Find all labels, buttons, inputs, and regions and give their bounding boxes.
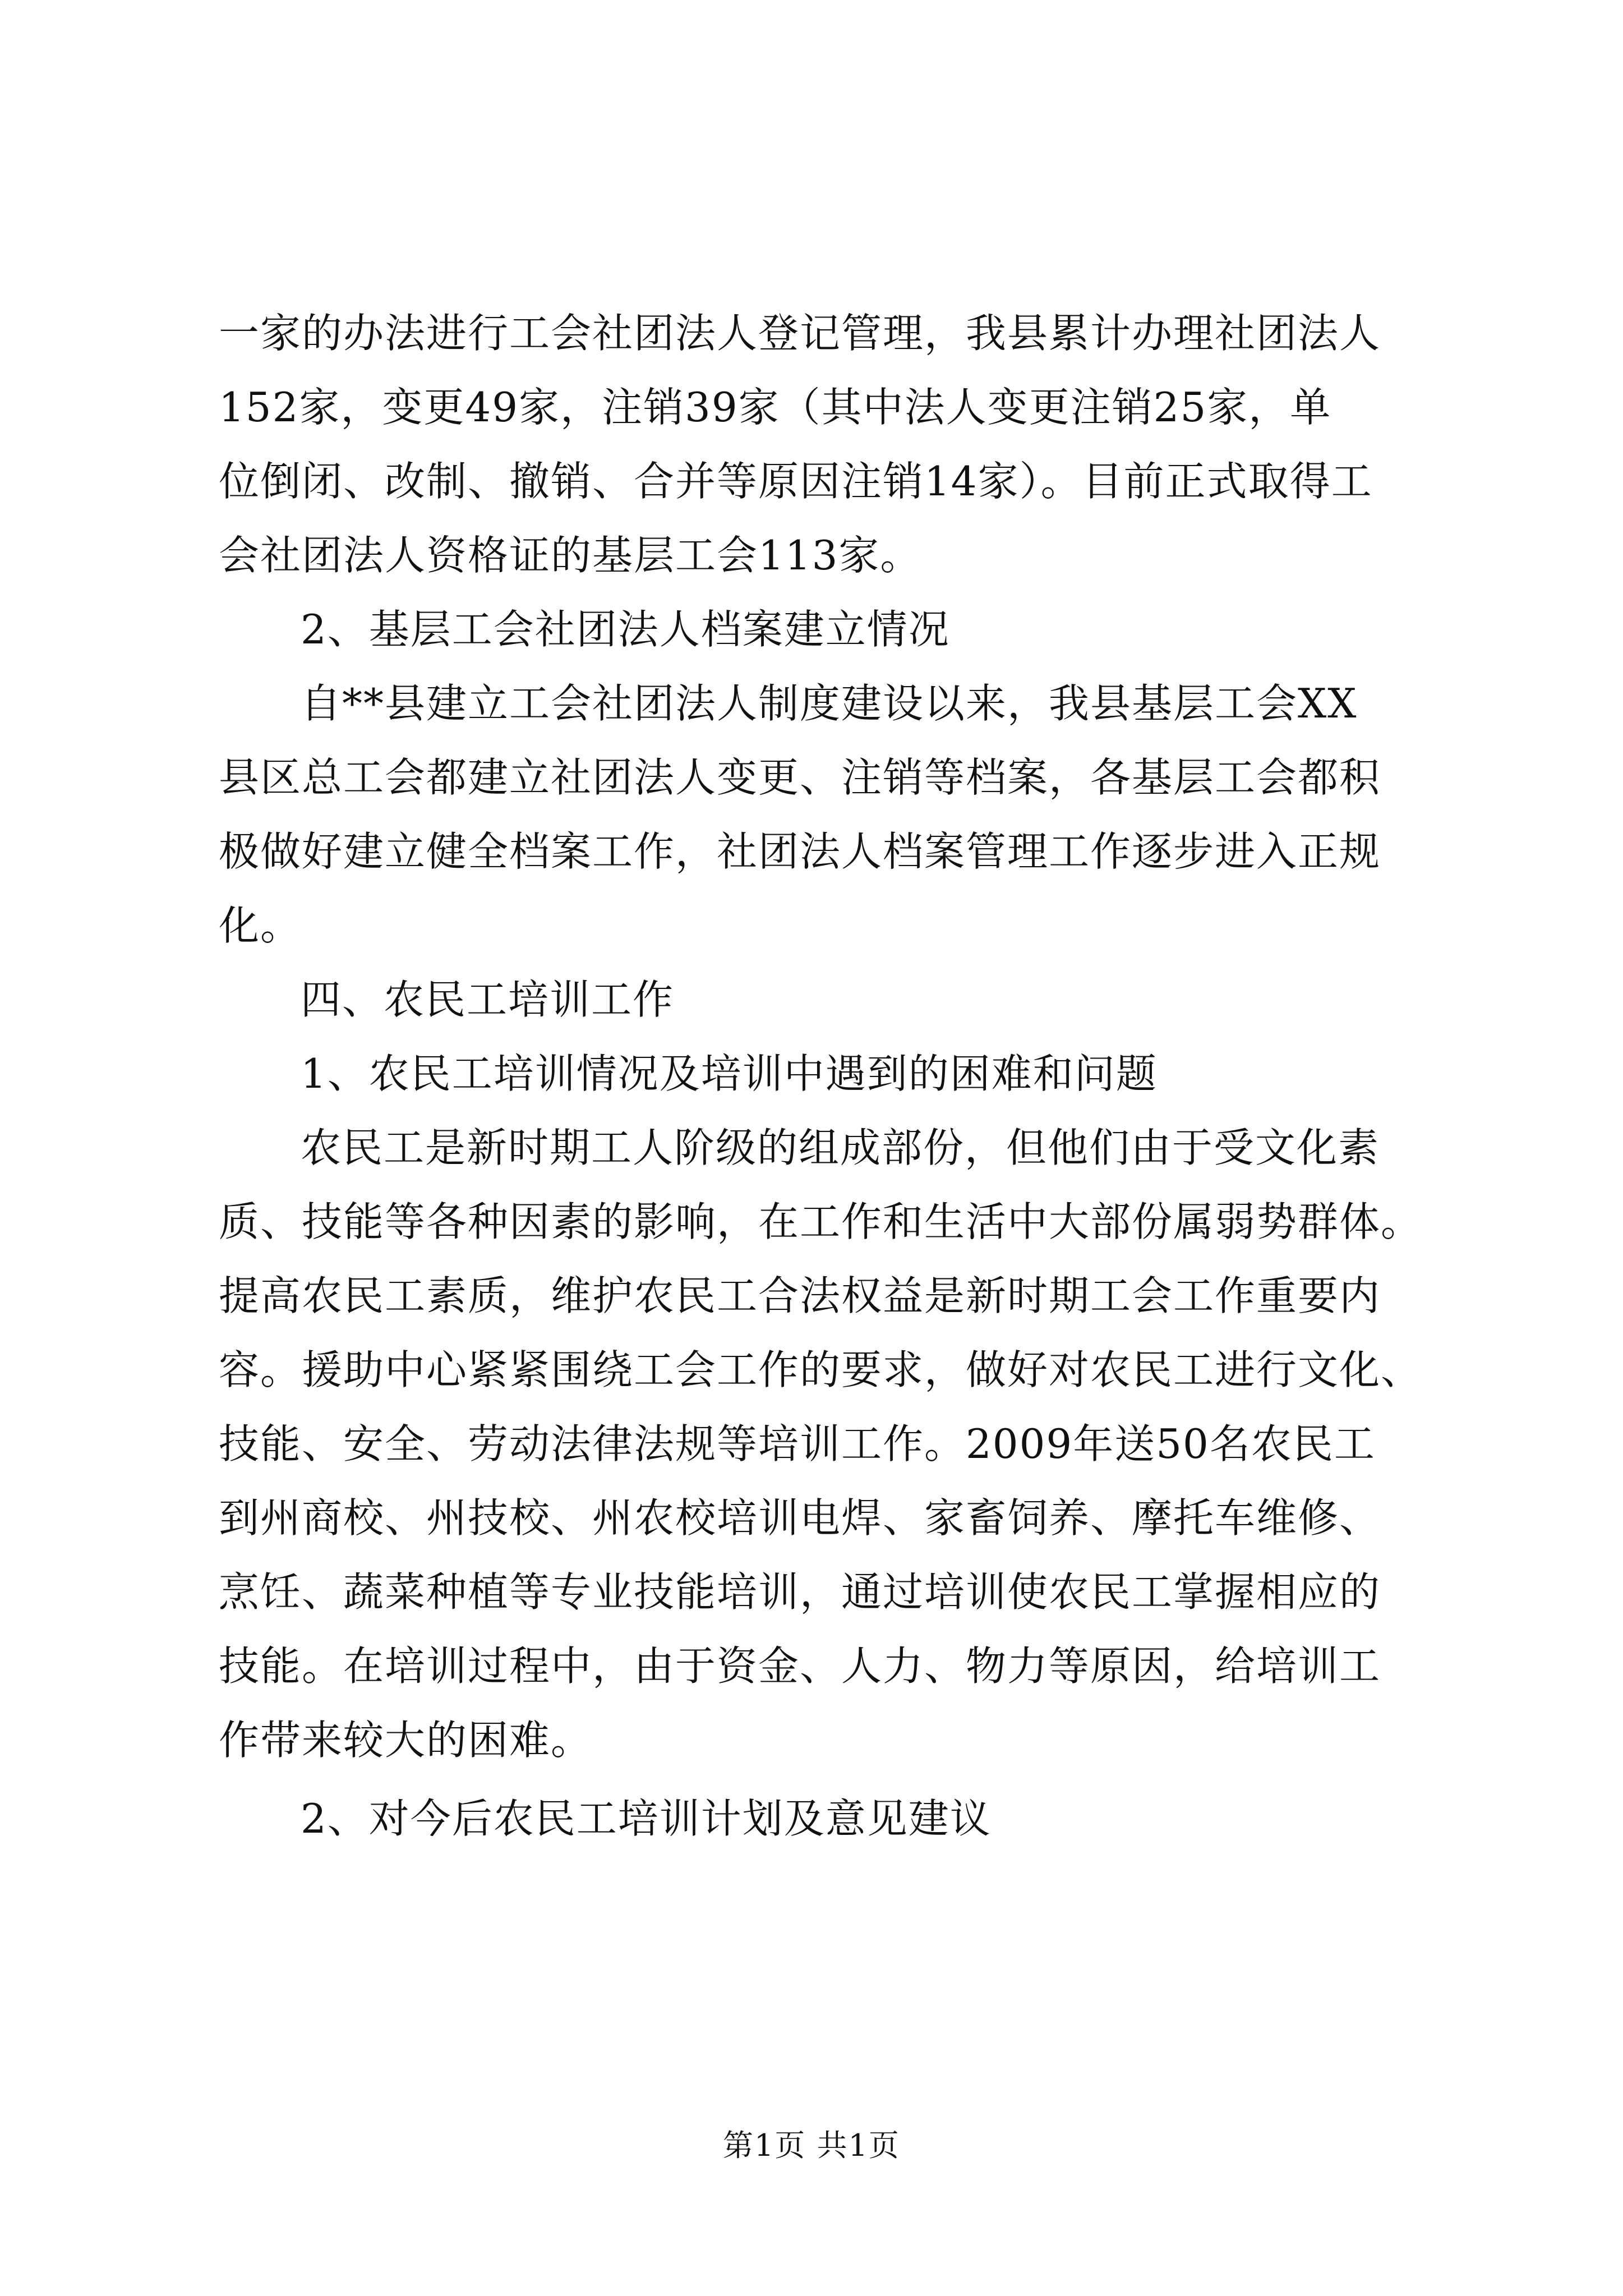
paragraph-line: 县区总工会都建立社团法人变更、注销等档案，各基层工会都积 [219,754,1381,801]
paragraph-line: 作带来较大的困难。 [219,1717,593,1764]
paragraph-line: 位倒闭、改制、撤销、合并等原因注销14家）。目前正式取得工 [219,458,1373,505]
paragraph-line: 化。 [219,902,302,949]
paragraph-line: 质、技能等各种因素的影响，在工作和生活中大部份属弱势群体。 [219,1198,1423,1245]
section-heading: 2、对今后农民工培训计划及意见建议 [301,1795,992,1842]
paragraph-line: 到州商校、州技校、州农校培训电焊、家畜饲养、摩托车维修、 [219,1494,1381,1542]
paragraph-line: 会社团法人资格证的基层工会113家。 [219,532,922,579]
page-footer: 第1页 共1页 [723,2128,900,2163]
paragraph-line: 烹饪、蔬菜种植等专业技能培训，通过培训使农民工掌握相应的 [219,1568,1381,1616]
paragraph-line: 容。援助中心紧紧围绕工会工作的要求，做好对农民工进行文化、 [219,1346,1423,1393]
paragraph-line: 技能、安全、劳动法律法规等培训工作。2009年送50名农民工 [219,1420,1376,1467]
paragraph-line: 自**县建立工会社团法人制度建设以来，我县基层工会XX [301,680,1358,727]
paragraph-line: 152家，变更49家，注销39家（其中法人变更注销25家，单 [219,384,1332,431]
paragraph-line: 极做好建立健全档案工作，社团法人档案管理工作逐步进入正规 [219,828,1381,875]
section-heading: 2、基层工会社团法人档案建立情况 [301,606,950,653]
section-heading: 1、农民工培训情况及培训中遇到的困难和问题 [301,1050,1158,1097]
paragraph-line: 技能。在培训过程中，由于资金、人力、物力等原因，给培训工 [219,1642,1381,1690]
paragraph-spacer [219,1777,1447,1782]
document-body [219,296,1447,1856]
section-heading: 四、农民工培训工作 [301,976,675,1023]
paragraph-line: 农民工是新时期工人阶级的组成部份，但他们由于受文化素 [301,1124,1380,1171]
paragraph-line: 提高农民工素质，维护农民工合法权益是新时期工会工作重要内 [219,1272,1381,1319]
paragraph-line: 一家的办法进行工会社团法人登记管理，我县累计办理社团法人 [219,310,1381,357]
